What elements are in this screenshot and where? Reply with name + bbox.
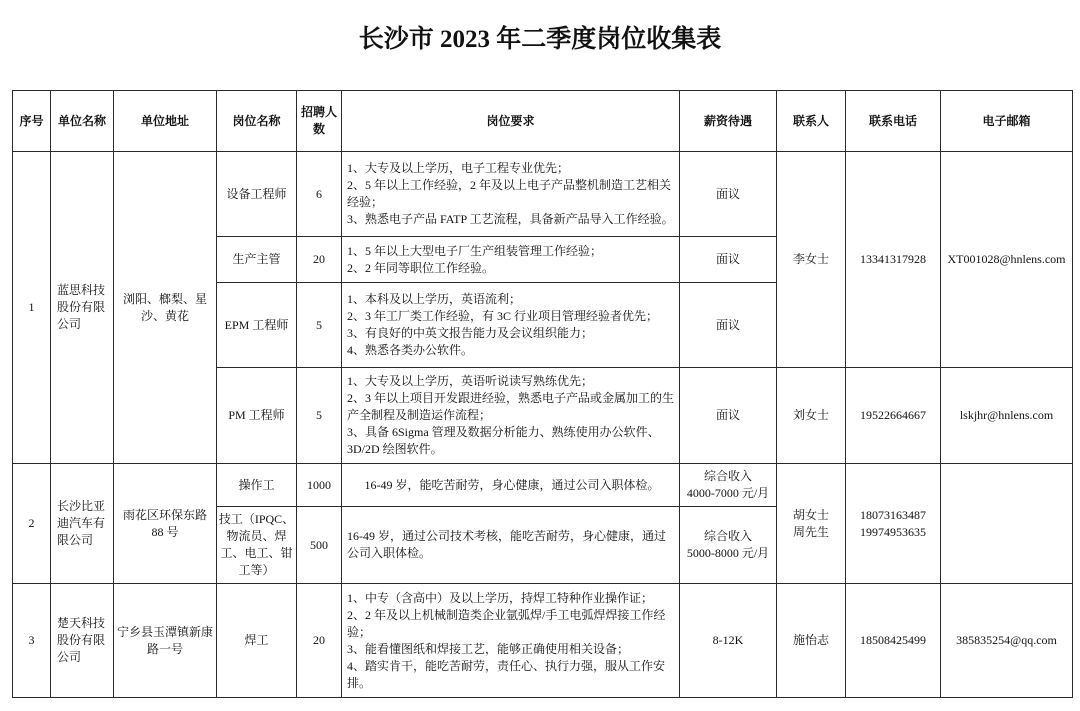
salary-line: 5000-8000 元/月: [686, 546, 770, 560]
cell-phone: [846, 152, 941, 368]
cell-phone: [846, 464, 941, 584]
cell-email: [941, 464, 1073, 584]
header-phone: 联系电话: [846, 91, 941, 152]
cell-company-name: 长沙比亚迪汽车有限公司: [51, 464, 114, 584]
requirement-item: 3、能看懂图纸和焊接工艺，能够正确使用相关设备；: [347, 641, 630, 656]
requirement-item: 16-49 岁，通过公司技术考核，能吃苦耐劳，身心健康，通过公司入职体检。: [347, 529, 666, 560]
header-index: 序号: [13, 91, 51, 152]
salary-line: 面议: [715, 317, 740, 332]
cell-requirements: [342, 368, 680, 464]
header-requirements: 岗位要求: [342, 91, 680, 152]
cell-salary: [680, 584, 777, 698]
cell-requirements: [342, 584, 680, 698]
requirement-item: 2、2 年同等职位工作经验。: [347, 260, 495, 275]
cell-headcount: 1000: [297, 464, 342, 507]
salary-line: 面议: [715, 252, 740, 266]
cell-salary: [680, 464, 777, 507]
cell-index: 2: [13, 464, 51, 584]
contact-name: 李女士: [792, 252, 829, 266]
cell-salary: [680, 152, 777, 237]
salary-line: 综合收入: [703, 529, 752, 543]
requirement-item: 1、大专及以上学历，英语听说读写熟练优先；: [347, 374, 594, 388]
requirement-item: 4、踏实肯干，能吃苦耐劳，责任心、执行力强，服从工作安排。: [347, 658, 666, 690]
cell-position: 技工（IPQC、物流员、焊工、电工、钳工等）: [217, 507, 297, 584]
contact-phone: 13341317928: [860, 252, 926, 266]
cell-index: 3: [13, 584, 51, 698]
cell-address: 浏阳、榔梨、星沙、黄花: [114, 152, 217, 464]
cell-salary: [680, 237, 777, 283]
requirement-item: 1、中专（含高中）及以上学历，持焊工特种作业操作证；: [347, 590, 654, 605]
requirement-item: 2、5 年以上工作经验，2 年及以上电子产品整机制造工艺相关经验；: [347, 178, 672, 209]
job-collection-table: [12, 90, 1073, 698]
cell-contact: [777, 368, 846, 464]
cell-contact: [777, 584, 846, 698]
cell-headcount: 5: [297, 368, 342, 464]
header-row: [13, 91, 1073, 152]
requirement-item: 3、有良好的中英文报告能力及会议组织能力；: [347, 326, 594, 340]
requirement-item: 3、熟悉电子产品 FATP 工艺流程，具备新产品导入工作经验。: [347, 212, 674, 226]
cell-email: 385835254@qq.com: [941, 584, 1073, 698]
cell-contact: [777, 152, 846, 368]
table-row: [13, 152, 1073, 237]
cell-company-name: 蓝思科技股份有限公司: [51, 152, 114, 464]
contact-name: 周先生: [792, 524, 829, 539]
cell-contact: [777, 464, 846, 584]
page-title: 长沙市 2023 年二季度岗位收集表: [358, 26, 722, 53]
cell-email: lskjhr@hnlens.com: [941, 368, 1073, 464]
requirement-item: 1、大专及以上学历，电子工程专业优先；: [347, 161, 570, 175]
salary-line: 8-12K: [712, 633, 744, 647]
cell-headcount: 5: [297, 283, 342, 368]
requirement-item: 1、5 年以上大型电子厂生产组装管理工作经验；: [347, 243, 603, 258]
requirement-item: 2、2 年及以上机械制造类企业氩弧焊/手工电弧焊焊接工作经验；: [347, 607, 666, 639]
cell-salary: [680, 507, 777, 584]
cell-headcount: 20: [297, 584, 342, 698]
cell-address: 宁乡县玉潭镇新康路一号: [114, 584, 217, 698]
cell-phone: [846, 584, 941, 698]
cell-headcount: 6: [297, 152, 342, 237]
requirement-item: 1、本科及以上学历，英语流利；: [347, 292, 522, 306]
contact-name: 刘女士: [792, 408, 829, 422]
cell-requirements: [342, 152, 680, 237]
header-salary: 薪资待遇: [680, 91, 777, 152]
contact-phone: 18073163487: [860, 507, 926, 522]
salary-line: 面议: [715, 186, 740, 201]
header-company-name: 单位名称: [51, 91, 114, 152]
cell-phone: [846, 368, 941, 464]
cell-company-name: 楚天科技股份有限公司: [51, 584, 114, 698]
requirement-item: 4、熟悉各类办公软件。: [347, 343, 474, 357]
cell-email: XT001028@hnlens.com: [941, 152, 1073, 368]
cell-salary: [680, 368, 777, 464]
contact-phone: 19522664667: [860, 408, 926, 422]
salary-line: 面议: [715, 408, 740, 422]
cell-position: 焊工: [217, 584, 297, 698]
requirement-item: 2、3 年以上项目开发跟进经验，熟悉电子产品或金属加工的生产全制程及制造运作流程；: [347, 391, 675, 422]
cell-headcount: 20: [297, 237, 342, 283]
cell-position: 操作工: [217, 464, 297, 507]
cell-position: PM 工程师: [217, 368, 297, 464]
cell-index: 1: [13, 152, 51, 464]
contact-phone: 18508425499: [860, 633, 926, 647]
cell-position: EPM 工程师: [217, 283, 297, 368]
cell-requirements: [342, 237, 680, 283]
contact-name: 胡女士: [792, 507, 829, 522]
cell-position: 生产主管: [217, 237, 297, 283]
cell-requirements: [342, 464, 680, 507]
header-address: 单位地址: [114, 91, 217, 152]
table-row: [13, 584, 1073, 698]
salary-line: 综合收入: [703, 469, 752, 483]
cell-requirements: [342, 507, 680, 584]
requirement-item: 16-49 岁，能吃苦耐劳，身心健康，通过公司入职体检。: [364, 477, 660, 492]
cell-requirements: [342, 283, 680, 368]
salary-line: 4000-7000 元/月: [686, 486, 770, 500]
header-headcount: 招聘人数: [297, 91, 342, 152]
cell-address: 雨花区环保东路 88 号: [114, 464, 217, 584]
contact-phone: 19974953635: [860, 524, 926, 539]
requirement-item: 2、3 年工厂类工作经验，有 3C 行业项目管理经验者优先；: [347, 309, 659, 323]
cell-salary: [680, 283, 777, 368]
table-row: [13, 464, 1073, 507]
contact-name: 施怡志: [792, 633, 829, 647]
cell-position: 设备工程师: [217, 152, 297, 237]
cell-headcount: 500: [297, 507, 342, 584]
requirement-item: 3、具备 6Sigma 管理及数据分析能力、熟练使用办公软件、3D/2D 绘图软件。: [347, 425, 660, 456]
header-contact: 联系人: [777, 91, 846, 152]
header-email: 电子邮箱: [941, 91, 1073, 152]
header-position: 岗位名称: [217, 91, 297, 152]
